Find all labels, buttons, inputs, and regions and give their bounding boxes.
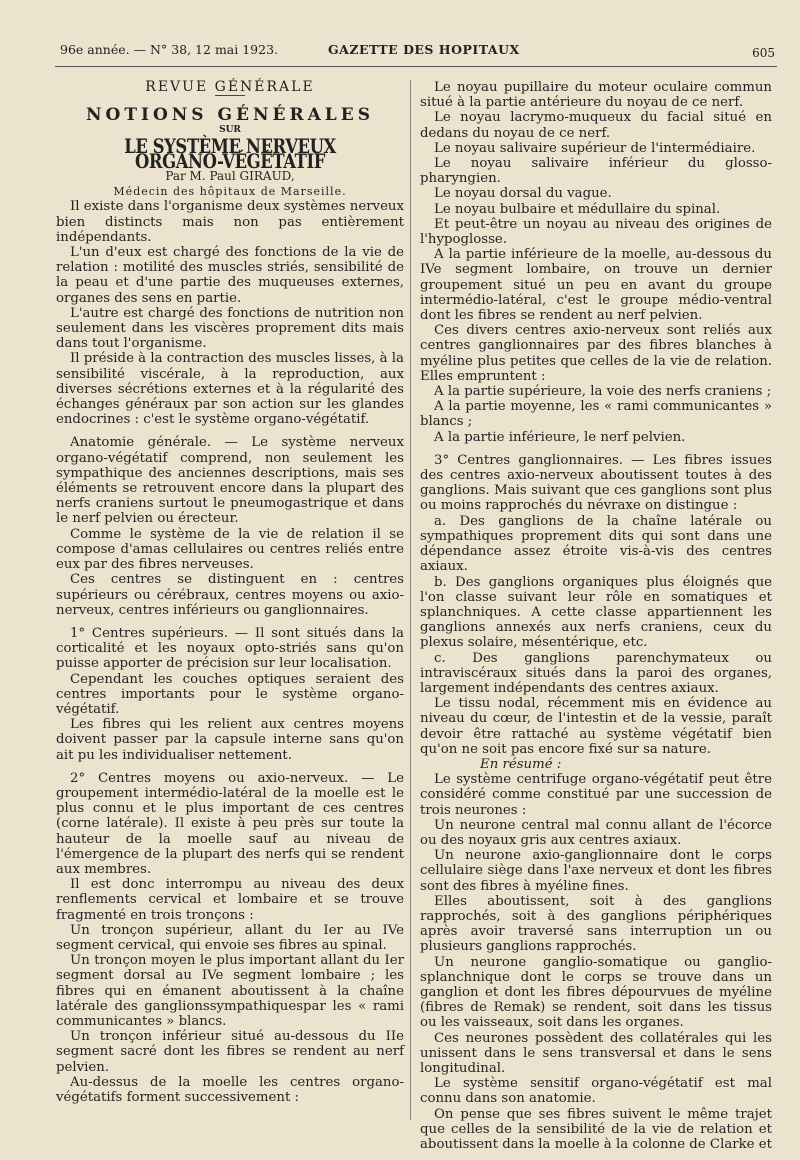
- issue-info: 96e année. — N° 38, 12 mai 1923.: [60, 42, 278, 57]
- journal-title: GAZETTE DES HOPITAUX: [328, 42, 520, 57]
- paragraph: Les fibres qui les relient aux centres moyens doivent passer par la capsule interne sans qu'on ait pu les individualiser nettement.: [56, 717, 404, 763]
- paragraph: Comme le système de la vie de relation il se compose d'amas cellulaires ou centres reliés entre eux par des fibres nerveuses.: [56, 526, 404, 573]
- paragraph: Le noyau salivaire supérieur de l'intermédiaire.: [434, 140, 756, 156]
- paragraph: Le système centrifuge organo-végétatif peut être considéré comme constitué par une succession de trois neurones :: [420, 772, 772, 818]
- paragraph: a. Des ganglions de la chaîne latérale ou sympathiques proprement dits qui sont dans une dépendance assez étroite vis-à-vis des centres axiaux.: [420, 513, 772, 575]
- paragraph-gap: [56, 618, 404, 626]
- paragraph: Le système sensitif organo-végétatif est mal connu dans son anatomie.: [420, 1076, 772, 1107]
- paragraph: Ces neurones possèdent des collatérales qui les unissent dans le sens transversal et dans le sens longitudinal.: [420, 1030, 772, 1076]
- paragraph: Il existe dans l'organisme deux systèmes nerveux bien distincts mais non pas entièrement indépendants.: [56, 199, 404, 245]
- left-column: [56, 80, 404, 1105]
- title-connector: SUR: [219, 125, 241, 136]
- paragraph: A la partie inférieure de la moelle, au-dessous du IVe segment lombaire, on trouve un dernier groupement situé un peu en avant du groupe intermédio-latéral, c'est le groupe médio-ventral dont les fibres se rendent au nerf pelvien.: [420, 247, 772, 324]
- paragraph: Anatomie générale. — Le système nerveux organo-végétatif comprend, non seulement les sympathique des anciennes descriptions, mais ses éléments se retrouvent encore dans la plupart des nerfs craniens surtout le pneumogastrique et dans le nerf pelvien ou érecteur.: [56, 435, 404, 527]
- article-title-2: LE SYSTÈME NERVEUX ORGANO-VÉGÉTATIF: [124, 133, 336, 173]
- rubrique: REVUE GÉNÉRALE: [145, 79, 315, 95]
- paragraph: Le noyau lacrymo-muqueux du facial situé en dedans du noyau de ce nerf.: [420, 110, 772, 141]
- author-function: Médecin des hôpitaux de Marseille.: [113, 185, 347, 199]
- paragraph: Au-dessus de la moelle les centres organo-végétatifs forment successivement :: [56, 1074, 404, 1105]
- paragraph: 2° Centres moyens ou axio-nerveux. — Le groupement intermédio-latéral de la moelle est le plus connu et le plus important de ces centres (corne latérale). Il existe à peu près sur toute la hauteur de la moelle sauf au niveau de l'émergence de la plupart des nerfs qui se rendent aux membres.: [56, 770, 404, 877]
- paragraph: Il est donc interrompu au niveau des deux renflements cervical et lombaire et se trouve fragmenté en trois tronçons :: [56, 877, 404, 923]
- paragraph: L'un d'eux est chargé des fonctions de la vie de relation : motilité des muscles striés, sensibilité de la peau et d'une partie des muqueuses externes, organes des sens en partie.: [56, 245, 404, 306]
- paragraph: Le tissu nodal, récemment mis en évidence au niveau du cœur, de l'intestin et de la vessie, paraît devoir être rattaché au système végétatif bien qu'on ne soit pas encore fixé sur sa nature.: [420, 696, 772, 757]
- paragraph: Le noyau pupillaire du moteur oculaire commun situé à la partie antérieure du noyau de ce nerf.: [420, 80, 772, 111]
- title-dash: [215, 95, 245, 96]
- paragraph: Un tronçon supérieur, allant du Ier au IVe segment cervical, qui envoie ses fibres au spinal.: [56, 922, 404, 953]
- paragraph: 3° Centres ganglionnaires. — Les fibres issues des centres axio-nerveux aboutissent toutes à des ganglions. Mais suivant que ces ganglions sont plus ou moins rapprochés du névraxe on distingue :: [420, 452, 772, 514]
- paragraph: Il préside à la contraction des muscles lisses, à la sensibilité viscérale, à la reproduction, aux diverses sécrétions externes et à la régularité des échanges généraux par son action sur les glandes endocrines : c'est le système organo-végétatif.: [56, 351, 404, 428]
- paragraph-gap: [420, 445, 772, 453]
- paragraph: A la partie supérieure, la voie des nerfs craniens ;: [434, 384, 772, 400]
- paragraph: En résumé :: [480, 756, 562, 772]
- paragraph: c. Des ganglions parenchymateux ou intraviscéraux situés dans la paroi des organes, largement indépendants des centres axiaux.: [420, 650, 772, 696]
- paragraph: A la partie moyenne, les « rami communicantes » blancs ;: [420, 399, 772, 430]
- paragraph: Un tronçon moyen le plus important allant du Ier segment dorsal au IVe segment lombaire ; les fibres qui en émanent aboutissent à la chaîne latérale des ganglionssympathiquespar les « rami communicantes » blancs.: [56, 953, 404, 1029]
- paragraph: Et peut-être un noyau au niveau des origines de l'hypoglosse.: [420, 216, 772, 248]
- paragraph: A la partie inférieure, le nerf pelvien.: [434, 429, 686, 445]
- paragraph: L'autre est chargé des fonctions de nutrition non seulement dans les viscères proprement dits mais dans tout l'organisme.: [56, 305, 404, 352]
- header-rule: [55, 66, 777, 67]
- paragraph-gap: [56, 427, 404, 435]
- author: Par M. Paul GIRAUD,: [165, 169, 295, 184]
- paragraph: 1° Centres supérieurs. — Il sont situés dans la corticalité et les noyaux opto-striés sans qu'on puisse apporter de précision sur leur localisation.: [56, 625, 404, 672]
- page-number: 605: [752, 46, 775, 60]
- page-header: [60, 40, 775, 66]
- column-divider: [410, 80, 411, 1120]
- article-title-1: NOTIONS GÉNÉRALES: [86, 105, 374, 126]
- left-paragraphs: [56, 199, 404, 1105]
- right-paragraphs: [420, 80, 772, 1152]
- right-column: [420, 80, 772, 1152]
- paragraph: Ces centres se distinguent en : centres supérieurs ou cérébraux, centres moyens ou axio-nerveux, centres inférieurs ou ganglionnaires.: [56, 572, 404, 618]
- paragraph: b. Des ganglions organiques plus éloignés que l'on classe suivant leur rôle en somatiques et splanchniques. A cette classe appartiennent les ganglions annexés aux nerfs craniens, ceux du plexus solaire, mésentérique, etc.: [420, 574, 772, 651]
- paragraph: Un neurone central mal connu allant de l'écorce ou des noyaux gris aux centres axiaux.: [420, 817, 772, 848]
- paragraph: Cependant les couches optiques seraient des centres importants pour le système organo-végétatif.: [56, 671, 404, 717]
- paragraph: Le noyau dorsal du vague.: [434, 186, 612, 202]
- paragraph: Le noyau bulbaire et médullaire du spinal.: [434, 201, 721, 217]
- paragraph: Elles aboutissent, soit à des ganglions rapprochés, soit à des ganglions périphériques après avoir traversé sans interruption un ou plusieurs ganglions rapprochés.: [420, 893, 772, 955]
- paragraph-gap: [56, 763, 404, 771]
- paragraph: Un tronçon inférieur situé au-dessous du IIe segment sacré dont les fibres se rendent au nerf pelvien.: [56, 1029, 404, 1075]
- paragraph: Un neurone ganglio-somatique ou ganglio-splanchnique dont le corps se trouve dans un ganglion et dont les fibres dépourvues de myéline (fibres de Remak) se rendent, soit dans les tissus ou les vaisseaux, soit dans les organes.: [420, 954, 772, 1031]
- paragraph: On pense que ses fibres suivent le même trajet que celles de la sensibilité de la vie de relation et aboutissent dans la moelle à la colonne de Clarke et: [420, 1106, 772, 1153]
- paragraph: Un neurone axio-ganglionnaire dont le corps cellulaire siège dans l'axe nerveux et dont les fibres sont des fibres à myéline fines.: [420, 848, 772, 894]
- paragraph: Le noyau salivaire inférieur du glosso-pharyngien.: [420, 156, 772, 187]
- paragraph: Ces divers centres axio-nerveux sont reliés aux centres ganglionnaires par des fibres blanches à myéline plus petites que celles de la vie de relation. Elles empruntent :: [420, 323, 772, 384]
